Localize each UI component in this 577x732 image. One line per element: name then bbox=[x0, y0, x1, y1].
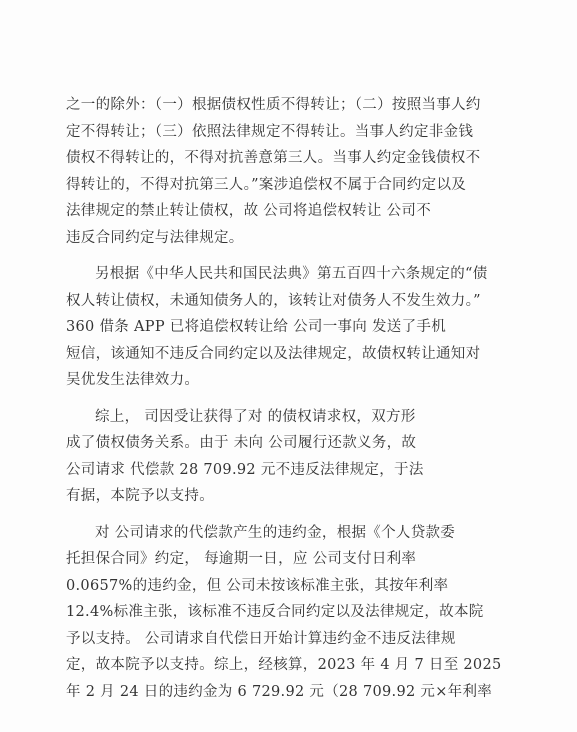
text-line: 12.4%标准主张，该标准不违反合同约定以及法律规定，故本院 bbox=[66, 604, 484, 620]
text-line: 违反合同约定与法律规定。 bbox=[66, 229, 244, 246]
text-line: 权人转让债权，未通知债务人的，该转让对债务人不发生效力。” bbox=[66, 292, 481, 309]
document-body bbox=[66, 92, 518, 705]
text-line: 短信，该通知不违反合同约定以及法律规定，故债权转让通知对 bbox=[66, 345, 481, 362]
text-line: 年 2 月 24 日的违约金为 6 729.92 元（28 709.92 元×年利率 bbox=[66, 683, 493, 700]
text-line: 债权不得转让的，不得对抗善意第三人。当事人约定金钱债权不 bbox=[66, 150, 481, 166]
paragraph-conclusion-principal bbox=[66, 404, 518, 510]
text-line: 得转让的，不得对抗第三人。”案涉追偿权不属于合同约定以及 bbox=[66, 176, 467, 193]
text-line: 综上， 司因受让获得了对 的债权请求权，双方形 bbox=[95, 408, 416, 425]
text-line: 360 借条 APP 已将追偿权转让给 公司一事向 发送了手机 bbox=[66, 319, 447, 335]
paragraph-transfer-exceptions bbox=[66, 92, 518, 251]
text-line: 定，故本院予以支持。综上，经核算，2023 年 4 月 7 日至 2025 bbox=[66, 657, 502, 673]
text-line: 之一的除外：（一）根据债权性质不得转让；（二）按照当事人约 bbox=[66, 97, 481, 113]
text-line: 予以支持。 公司请求自代偿日开始计算违约金不违反法律规 bbox=[66, 630, 456, 647]
text-line: 定不得转让；（三）依照法律规定不得转让。当事人约定非金钱 bbox=[66, 123, 474, 140]
text-line: 法律规定的禁止转让债权，故 公司将追偿权转让 公司不 bbox=[66, 203, 432, 219]
text-line: 0.0657%的违约金，但 公司未按该标准主张，其按年利率 bbox=[66, 577, 449, 594]
text-line: 成了债权债务关系。由于 未向 公司履行还款义务，故 bbox=[66, 435, 417, 451]
text-line: 托担保合同》约定， 每逾期一日，应 公司支付日利率 bbox=[66, 551, 417, 567]
text-line: 吴优发生法律效力。 bbox=[66, 372, 200, 388]
text-line: 公司请求 代偿款 28 709.92 元不违反法律规定，于法 bbox=[66, 461, 424, 478]
paragraph-civil-code-notice bbox=[66, 261, 518, 394]
paragraph-penalty-interest bbox=[66, 520, 518, 706]
text-line: 另根据《中华人民共和国民法典》第五百四十六条规定的“债 bbox=[95, 266, 488, 282]
text-line: 对 公司请求的代偿款产生的违约金，根据《个人贷款委 bbox=[95, 524, 456, 541]
text-line: 有据，本院予以支持。 bbox=[66, 488, 214, 504]
